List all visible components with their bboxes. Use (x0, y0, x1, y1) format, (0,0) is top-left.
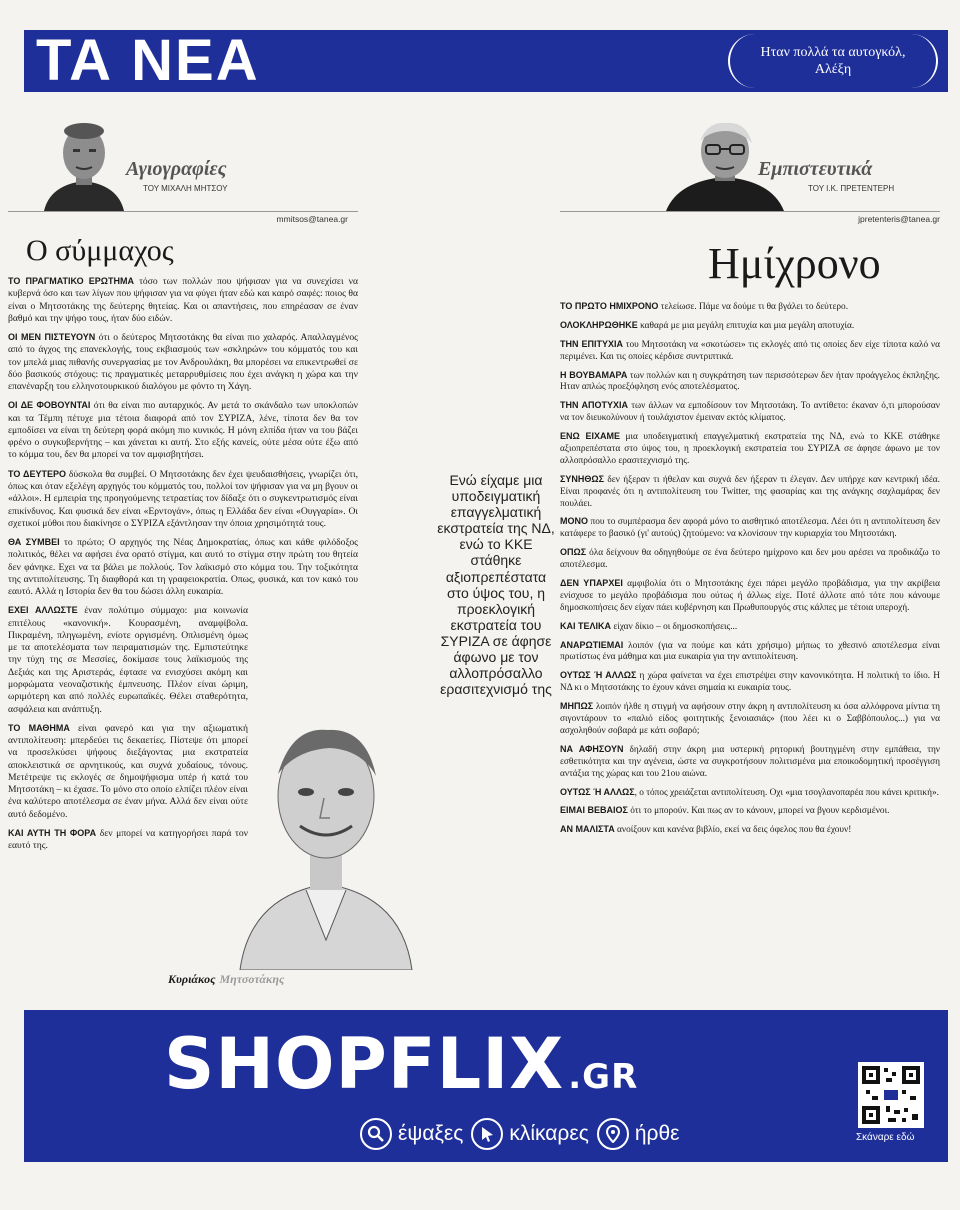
cursor-icon (471, 1118, 503, 1150)
article-headline: Ο σύμμαχος (26, 234, 174, 267)
author-email: mmitsos@tanea.gr (276, 214, 348, 224)
paragraph: ΟΙ ΔΕ ΦΟΒΟΥΝΤΑΙ ότι θα είναι πιο αυταρχικός. Αν μετά το σκάνδαλο των υποκλοπών και τα Τέμπη πέτυχε μια τέτοια διαφορά από τον ΣΥΡΙΖΑ, λένε, τίποτα δεν θα τον εμποδίσει να είναι τη δεύτερη φορά ακόμη πιο κυνικός. Η μόνη ελπίδα ήταν να του βάζει φρένο ο συγκυβερνήτης – και χάνεται κι αυτή. Στο εξής κανείς, ούτε μέσα ούτε έξω από το κόμμα του, δεν θα μπορεί να τον αμφισβητήσει. (8, 400, 358, 461)
portrait-illustration (236, 700, 416, 970)
column-byline (8, 112, 358, 212)
qr-code[interactable] (858, 1062, 924, 1128)
paragraph: ΟΥΤΩΣ Ή ΑΛΛΩΣ η χώρα φαίνεται να έχει επιστρέψει στην κανονικότητα. Η πολιτική το ίδιο. Η ΝΔ κι ο Μητσοτάκης το έχουν κάνει σημαία κι ευκαιρία τους. (560, 670, 940, 694)
paragraph: ΑΝΑΡΩΤΙΕΜΑΙ λοιπόν (για να πούμε και κάτι χρήσιμο) μήπως το χθεσινό αποτέλεσμα είναι πρωτίστως ένα μάθημα και μια ευκαιρία για την αντιπολίτευση. (560, 639, 940, 663)
column-byline (560, 112, 940, 212)
author-name: ΤΟΥ Ι.Κ. ΠΡΕΤΕΝΤΕΡΗ (808, 184, 895, 193)
masthead-quote: Ηταν πολλά τα αυτογκόλ, Αλέξη (728, 34, 938, 88)
right-column (560, 112, 940, 843)
ad-brand-logo: SHOPFLIX .GR (164, 1023, 639, 1105)
paragraph: ΤΗΝ ΑΠΟΤΥΧΙΑ των άλλων να εμποδίσουν τον Μητσοτάκη. Το αντίθετο: έκαναν ό,τι μπορούσαν να τον διευκολύνουν ή τουλάχιστον έμειναν εκτός κλίματος. (560, 400, 941, 424)
paragraph: ΜΟΝΟ που το συμπέρασμα δεν αφορά μόνο το αισθητικό αποτέλεσμα. Λέει ότι η αντιπολίτευση δεν κατάφερε το βασικό (γι' αυτούς) ζητούμενο: να κλονίσουν την κυριαρχία του Μητσοτάκη. (560, 516, 940, 540)
ad-step-label: ήρθε (634, 1122, 680, 1145)
paragraph: ΤΟ ΔΕΥΤΕΡΟ δύσκολα θα συμβεί. Ο Μητσοτάκης δεν έχει ψευδαισθήσεις, γνωρίζει ότι, όπως και όταν εξελέγη αρχηγός του κόμματός του, πολλοί τον ψήφισαν για να μη βγουν οι «άλλοι». Η εμπειρία της προηγούμενης τετραετίας τον δίδαξε ότι ο συγκεντρωτισμός είναι επικίνδυνος. Και φυσικά δεν είναι «Ερντογάν», όπως η Ελλάδα δεν είναι «Ουγγαρία». Οι σχετικοί μύθοι που διακίνησε ο ΣΥΡΙΖΑ εξάντλησαν την όποια χρησιμότητά τους. (8, 468, 358, 529)
paragraph: ΤΗΝ ΕΠΙΤΥΧΙΑ του Μητσοτάκη να «σκοτώσει» τις εκλογές από τις οποίες δεν είχε τίποτα καλό να περιμένει. Και τις οποίες κέρδισε συντριπτικά. (560, 338, 940, 362)
paragraph: ΕΧΕΙ ΑΛΛΩΣΤΕ έναν πολύτιμο σύμμαχο: μια κοινωνία επιτέλους «κανονική». Κουρασμένη, αναμφίβολα. Πικραμένη, πληγωμένη, ενίοτε οργισμένη. Οπλισμένη όμως με τα αποτελέσματα των πειραματισμών της. Εμπιστεύτηκε την τύχη της σε Μεσσίες, δοκίμασε τους λαϊκισμούς της Δεξιάς και της Αριστεράς, έφτασε να ενισχύσει ακόμη και μορφώματα νεοναζιστικής έμπνευσης. Πλέον είναι ώριμη, ωριμότερη και από πολλές ευρωπαϊκές. Θέλει σταθερότητα, ασφάλεια και ανάπτυξη. (8, 605, 248, 715)
article-headline: Ημίχρονο (708, 239, 881, 288)
paragraph: ΑΝ ΜΑΛΙΣΤΑ ανοίξουν και κανένα βιβλίο, εκεί να δεις όφελος που θα έχουν! (560, 824, 852, 836)
author-email: jpretenteris@tanea.gr (858, 214, 940, 224)
qr-scan-label: Σκάναρε εδώ (856, 1132, 915, 1143)
ad-step (360, 1118, 463, 1150)
pull-quote: Ενώ είχαμε μια υποδειγματική επαγγελματική εκστρατεία της ΝΔ, ενώ το ΚΚΕ στάθηκε αξιοπρεπέστατα στο ύψος του, η προεκλογική εκστρατεία του ΣΥΡΙΖΑ σε άφησε άφωνο με τον αλλοπρόσαλλο ερασιτεχνισμό της (437, 472, 555, 698)
portrait-caption (168, 972, 284, 987)
article-body (560, 301, 940, 837)
caption-last-name: Μητσοτάκης (219, 972, 285, 986)
paragraph: ΚΑΙ ΤΕΛΙΚΑ είχαν δίκιο – οι δημοσκοπήσεις... (560, 620, 738, 632)
column-title: Εμπιστευτικά (758, 158, 873, 180)
paragraph: ΤΟ ΠΡΑΓΜΑΤΙΚΟ ΕΡΩΤΗΜΑ τόσο των πολλών που ψήφισαν για να συνεχίσει να κυβερνά όσο και των λίγων που ψήφισαν για να φύγει ήταν εδώ και καιρό σαφές: ποιος θα είναι ο Μητσοτάκης της δεύτερης θητείας. Και οι απαντήσεις, που επηρέασαν σε έναν βαθμό και την ψήφο τους, ήταν δύο ειδών. (8, 276, 358, 324)
paragraph: ΕΙΜΑΙ ΒΕΒΑΙΟΣ ότι το μπορούν. Και πως αν το κάνουν, μπορεί να βγουν κερδισμένοι. (560, 805, 890, 817)
paragraph: Η ΒΟΥΒΑΜΑΡΑ των πολλών και η συγκράτηση των περισσότερων δεν ήταν προάγγελος έκπληξης. Ηταν απλώς προεξόφληση ενός αποτελέσματος. (560, 369, 940, 393)
paragraph: ΤΟ ΠΡΩΤΟ ΗΜΙΧΡΟΝΟ τελείωσε. Πάμε να δούμε τι θα βγάλει το δεύτερο. (560, 301, 849, 312)
ad-steps (360, 1118, 680, 1150)
ad-step-label: κλίκαρες (509, 1122, 589, 1145)
paragraph: ΘΑ ΣΥΜΒΕΙ το πρώτο; Ο αρχηγός της Νέας Δημοκρατίας, όπως και κάθε φιλόδοξος πολιτικός, θέλει να αφήσει ένα ορατό στίγμα, και αυτό το στίγμα στην πρώτη του θητεία δεν φάνηκε. Εχει να τα βάλει με πολλούς. Τον λαϊκισμό στο κόμμα του. Την τοξικότητα της αντιπολίτευσης. Τη διαφθορά και τη γραφειοκρατία. Οπως, φυσικά, και τον κακό του εαυτό. Αλλά η Ιστορία δεν θα του δώσει άλλη ευκαιρία. (8, 537, 358, 598)
shopflix-advertisement[interactable] (24, 1010, 948, 1162)
ad-step (597, 1118, 680, 1150)
column-title: Αγιογραφίες (126, 158, 227, 180)
paragraph: ΟΠΩΣ όλα δείχνουν θα οδηγηθούμε σε ένα δεύτερο ημίχρονο και δεν μου αρέσει να προδικάζω το αποτέλεσμα. (560, 547, 940, 571)
paragraph: ΔΕΝ ΥΠΑΡΧΕΙ αμφιβολία ότι ο Μητσοτάκης έχει πάρει μεγάλο προβάδισμα, για την ακρίβεια ενίσχυσε το μεγάλο προβάδισμα που ούτως ή άλλως είχε. Ποτέ άλλοτε από τότε που κάνουμε δημοσκοπήσεις δεν είχαν πάει κυβέρνηση και Πρωθυπουργός στις κάλπες με τέτοια υπεροχή. (560, 578, 940, 613)
paragraph: ΜΗΠΩΣ λοιπόν ήλθε η στιγμή να αφήσουν στην άκρη η αντιπολίτευση κι όσα αλλόφρονα μίντια τη σιγοντάρουν το «παλιό είδος φοιτητικής ξενοιασιάς» (που λέει κι ο Σαββόπουλος...) για να ασχοληθούν σοβαρά με κάτι σοβαρό; (560, 701, 940, 736)
author-name: ΤΟΥ ΜΙΧΑΛΗ ΜΗΤΣΟΥ (143, 184, 228, 193)
paragraph: ΣΥΝΗΘΩΣ δεν ήξεραν τι ήθελαν και συχνά δεν ήξεραν τι έλεγαν. Δεν υπήρχε καν κεντρική ιδέα. Είναι προφανές ότι η αντιπολίτευση του Twitter, της φασαρίας και της ανάγκης σαχλαμάρας δεν πουλάει. (560, 473, 940, 509)
caption-first-name: Κυριάκος (168, 972, 216, 986)
paragraph: ΟΙ ΜΕΝ ΠΙΣΤΕΥΟΥΝ ότι ο δεύτερος Μητσοτάκης θα είναι πιο χαλαρός. Απαλλαγμένος από το άγχος της επανεκλογής, τους εκβιασμούς των «σκληρών» του κόμματός του και τον μπελά μιας πιθανής συνεργασίας με τον Ανδρουλάκη, θα μπορέσει να επικεντρωθεί σε δύο βασικούς στόχους: τις πραγματικές μεταρρυθμίσεις που έχει ανάγκη η χώρα και την επανέναρξη του ελληνοτουρκικού διαλόγου με φόντο τη Χάγη. (8, 332, 358, 393)
location-pin-icon (597, 1118, 629, 1150)
paragraph: ΕΝΩ ΕΙΧΑΜΕ μια υποδειγματική επαγγελματική εκστρατεία της ΝΔ, ενώ το ΚΚΕ στάθηκε αξιοπρεπέστατα στο ύψος του, η προεκλογική εκστρατεία του ΣΥΡΙΖΑ σε άφησε άφωνο με τον αλλοπρόσαλλο ερασιτεχνισμό της. (560, 431, 940, 466)
masthead (24, 30, 948, 92)
paragraph: ΚΑΙ ΑΥΤΗ ΤΗ ΦΟΡΑ δεν μπορεί να κατηγορήσει παρά τον εαυτό της. (8, 827, 248, 852)
ad-step-label: έψαξες (398, 1122, 464, 1145)
ad-step (471, 1118, 588, 1150)
paragraph: ΝΑ ΑΦΗΣΟΥΝ δηλαδή στην άκρη μια υστερική ρητορική βουτηγμένη στην εμπάθεια, την εσθετικότητα και την αγένεια, ώστε να συγκροτήσουν πολιτισμένα μια εποικοδομητική προσέγγιση αντάξια της χώρας και του 21ου αιώνα. (560, 743, 941, 779)
search-icon (360, 1118, 392, 1150)
paragraph: ΟΛΟΚΛΗΡΩΘΗΚΕ καθαρά με μια μεγάλη επιτυχία και μια μεγάλη αποτυχία. (560, 319, 855, 331)
paragraph: ΤΟ ΜΑΘΗΜΑ είναι φανερό και για την αξιωματική αντιπολίτευση: μπερδεύει τις δεκαετίες. Πίστεψε ότι μπορεί να προσελκύσει ψήφους διεξάγοντας μια εκστρατεία αποκλειστικά σε αρνητικούς, και συχνά χυδαίους, τόνους. Μετέτρεψε τις εκλογές σε δημοψήφισμα υπέρ ή κατά του Μητσοτάκη – κι έχασε. Το μόνο στο οποίο ελπίζει πλέον είναι ένα καλύτερο αποτέλεσμα σε έναν μήνα. Αλλά δεν είναι ούτε αυτό δεδομένο. (8, 722, 248, 820)
newspaper-logo: ΤΑ ΝΕΑ (36, 28, 260, 93)
paragraph: ΟΥΤΩΣ Ή ΑΛΛΩΣ, ο τόπος χρειάζεται αντιπολίτευση. Οχι «μια τσογλανοπαρέα που κάνει κριτική». (560, 786, 939, 798)
author-photo (36, 119, 132, 211)
